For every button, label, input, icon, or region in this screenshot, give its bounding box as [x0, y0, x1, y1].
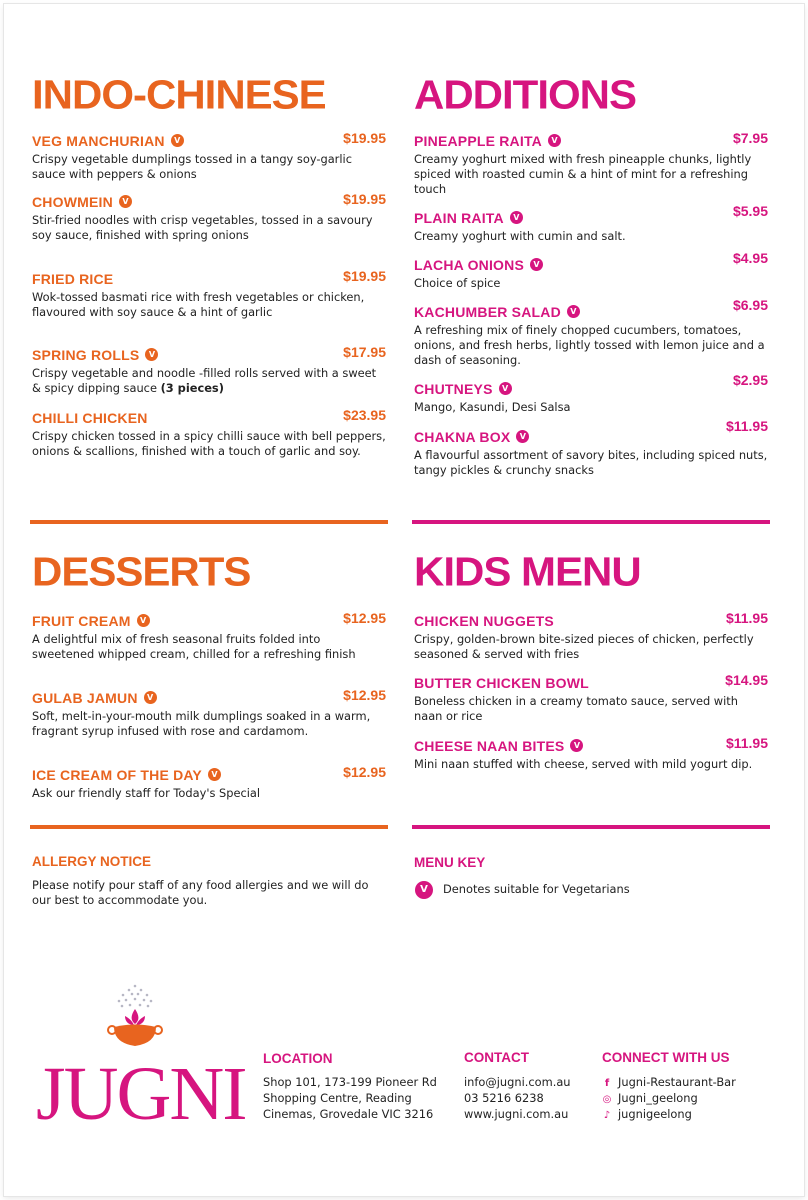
item-name: GULAB JAMUN [32, 689, 138, 706]
vegetarian-icon: V [171, 134, 184, 147]
social-links [602, 1074, 736, 1122]
vegetarian-icon: V [499, 382, 512, 395]
item-description: Soft, melt-in-your-mouth milk dumplings soaked in a warm, fragrant syrup infused with rose and cardamom. [32, 709, 371, 738]
menu-key-title: MENU KEY [414, 855, 486, 870]
item-price: $4.95 [732, 250, 768, 266]
item-price: $5.95 [732, 203, 768, 219]
item-description: A delightful mix of fresh seasonal fruits folded into sweetened whipped cream, chilled for a refreshing finish [32, 632, 356, 661]
item-name: CHUTNEYS [414, 380, 493, 397]
menu-item [32, 130, 386, 182]
item-description: Crispy, golden-brown bite-sized pieces of chicken, perfectly seasoned & served with fries [414, 632, 754, 661]
menu-item [414, 250, 768, 291]
item-name: PINEAPPLE RAITA [414, 132, 542, 149]
item-description: Creamy yoghurt mixed with fresh pineapple chunks, lightly spiced with roasted cumin & a hint of mint for a refreshing touch [414, 152, 752, 196]
item-price: $12.95 [343, 764, 386, 780]
social-link-facebook[interactable]: f Jugni-Restaurant-Bar [602, 1074, 736, 1090]
vegetarian-icon: V [137, 614, 150, 627]
item-name: SPRING ROLLS [32, 346, 140, 363]
item-name: CHAKNA BOX [414, 428, 511, 445]
tiktok-icon: ♪ [603, 1110, 611, 1121]
item-description: Crispy vegetable and noodle -filled rolls served with a sweet & spicy dipping sauce (3 pieces) [32, 366, 377, 395]
item-name: BUTTER CHICKEN BOWL [414, 674, 589, 691]
menu-item [32, 344, 386, 396]
item-description: A refreshing mix of finely chopped cucumbers, tomatoes, onions, and fresh herbs, lightly tossed with lemon juice and a dash of seasoning. [414, 323, 765, 367]
menu-item [414, 672, 768, 724]
vegetarian-icon: V [510, 211, 523, 224]
item-price: $6.95 [732, 297, 768, 313]
item-description: Mini naan stuffed with cheese, served with mild yogurt dip. [414, 757, 753, 771]
location-title: LOCATION [263, 1051, 333, 1066]
item-name: FRIED RICE [32, 270, 114, 287]
item-name: CHILLI CHICKEN [32, 409, 148, 426]
section-title-additions: ADDITIONS [414, 71, 636, 118]
menu-item [414, 130, 768, 197]
menu-item [32, 407, 386, 459]
vegetarian-icon: V [144, 691, 157, 704]
item-price: $7.95 [732, 130, 768, 146]
item-price: $19.95 [343, 191, 386, 207]
menu-item [32, 687, 386, 739]
section-divider [30, 520, 388, 524]
item-price: $11.95 [725, 735, 768, 751]
contact-website[interactable]: www.jugni.com.au [464, 1107, 569, 1121]
contact-title: CONTACT [464, 1050, 529, 1065]
menu-item [414, 610, 768, 662]
social-link-instagram[interactable]: ◎ Jugni_geelong [602, 1090, 736, 1106]
item-price: $23.95 [343, 407, 386, 423]
item-name: CHOWMEIN [32, 193, 113, 210]
menu-item [414, 372, 768, 415]
item-price: $12.95 [343, 687, 386, 703]
vegetarian-icon: V [567, 305, 580, 318]
item-description: Ask our friendly staff for Today's Special [32, 786, 261, 800]
connect-title: CONNECT WITH US [602, 1050, 730, 1065]
menu-item [32, 268, 386, 320]
logo-pot-icon [104, 982, 166, 1054]
item-description: Boneless chicken in a creamy tomato sauce, served with naan or rice [414, 694, 738, 723]
item-name: PLAIN RAITA [414, 209, 504, 226]
menu-item [414, 203, 768, 244]
location-address: Shop 101, 173-199 Pioneer Rd Shopping Centre, Reading Cinemas, Grovedale VIC 3216 [263, 1075, 437, 1121]
item-description: Crispy chicken tossed in a spicy chilli sauce with bell peppers, onions & scallions, finished with a touch of garlic and soy. [32, 429, 386, 458]
item-description: Wok-tossed basmati rice with fresh vegetables or chicken, flavoured with soy sauce & a hint of garlic [32, 290, 365, 319]
item-name: ICE CREAM OF THE DAY [32, 766, 202, 783]
item-price: $14.95 [725, 672, 768, 688]
item-description: Crispy vegetable dumplings tossed in a tangy soy-garlic sauce with peppers & onions [32, 152, 352, 181]
section-divider [412, 520, 770, 524]
item-description: A flavourful assortment of savory bites, including spiced nuts, tangy pickles & crunchy snacks [414, 448, 768, 477]
item-name: CHICKEN NUGGETS [414, 612, 554, 629]
instagram-icon: ◎ [602, 1094, 612, 1105]
item-description: Creamy yoghurt with cumin and salt. [414, 229, 626, 243]
menu-item [32, 610, 386, 662]
item-price: $19.95 [343, 268, 386, 284]
facebook-icon: f [604, 1078, 610, 1089]
section-title-desserts: DESSERTS [32, 548, 251, 595]
contact-phone[interactable]: 03 5216 6238 [464, 1091, 544, 1105]
item-price: $2.95 [732, 372, 768, 388]
menu-item [32, 764, 386, 801]
vegetarian-icon: V [570, 739, 583, 752]
section-divider [30, 825, 388, 829]
menu-item [414, 297, 768, 368]
contact-details [464, 1074, 571, 1122]
vegetarian-icon: V [530, 258, 543, 271]
item-name: CHEESE NAAN BITES [414, 737, 565, 754]
social-link-tiktok[interactable]: ♪ jugnigeelong [602, 1106, 736, 1122]
item-description: Mango, Kasundi, Desi Salsa [414, 400, 571, 414]
menu-item [414, 735, 768, 772]
menu-item [414, 418, 768, 478]
section-title-indo-chinese: INDO-CHINESE [32, 71, 326, 118]
vegetarian-icon: V [516, 430, 529, 443]
section-title-kids-menu: KIDS MENU [414, 548, 641, 595]
menu-item [32, 191, 386, 243]
item-price: $11.95 [725, 610, 768, 626]
item-price: $17.95 [343, 344, 386, 360]
allergy-notice-title: ALLERGY NOTICE [32, 854, 152, 869]
allergy-notice-text: Please notify pour staff of any food allergies and we will do our best to accommodate you. [32, 878, 369, 907]
vegetarian-icon: V [208, 768, 221, 781]
item-description: Stir-fried noodles with crisp vegetables, tossed in a savoury soy sauce, finished with spring onions [32, 213, 373, 242]
item-name: LACHA ONIONS [414, 256, 524, 273]
vegetarian-icon: V [119, 195, 132, 208]
section-divider [412, 825, 770, 829]
logo-text: JUGNI [36, 1052, 246, 1136]
contact-email[interactable]: info@jugni.com.au [464, 1075, 571, 1089]
item-name: KACHUMBER SALAD [414, 303, 561, 320]
vegetarian-icon: V [548, 134, 561, 147]
item-price: $19.95 [343, 130, 386, 146]
item-description: Choice of spice [414, 276, 501, 290]
item-price: $12.95 [343, 610, 386, 626]
menu-key-text: Denotes suitable for Vegetarians [443, 882, 630, 896]
item-name: VEG MANCHURIAN [32, 132, 165, 149]
vegetarian-icon: V [145, 348, 158, 361]
item-name: FRUIT CREAM [32, 612, 131, 629]
vegetarian-icon: V [415, 881, 433, 899]
item-price: $11.95 [725, 418, 768, 434]
menu-page [4, 4, 804, 1196]
